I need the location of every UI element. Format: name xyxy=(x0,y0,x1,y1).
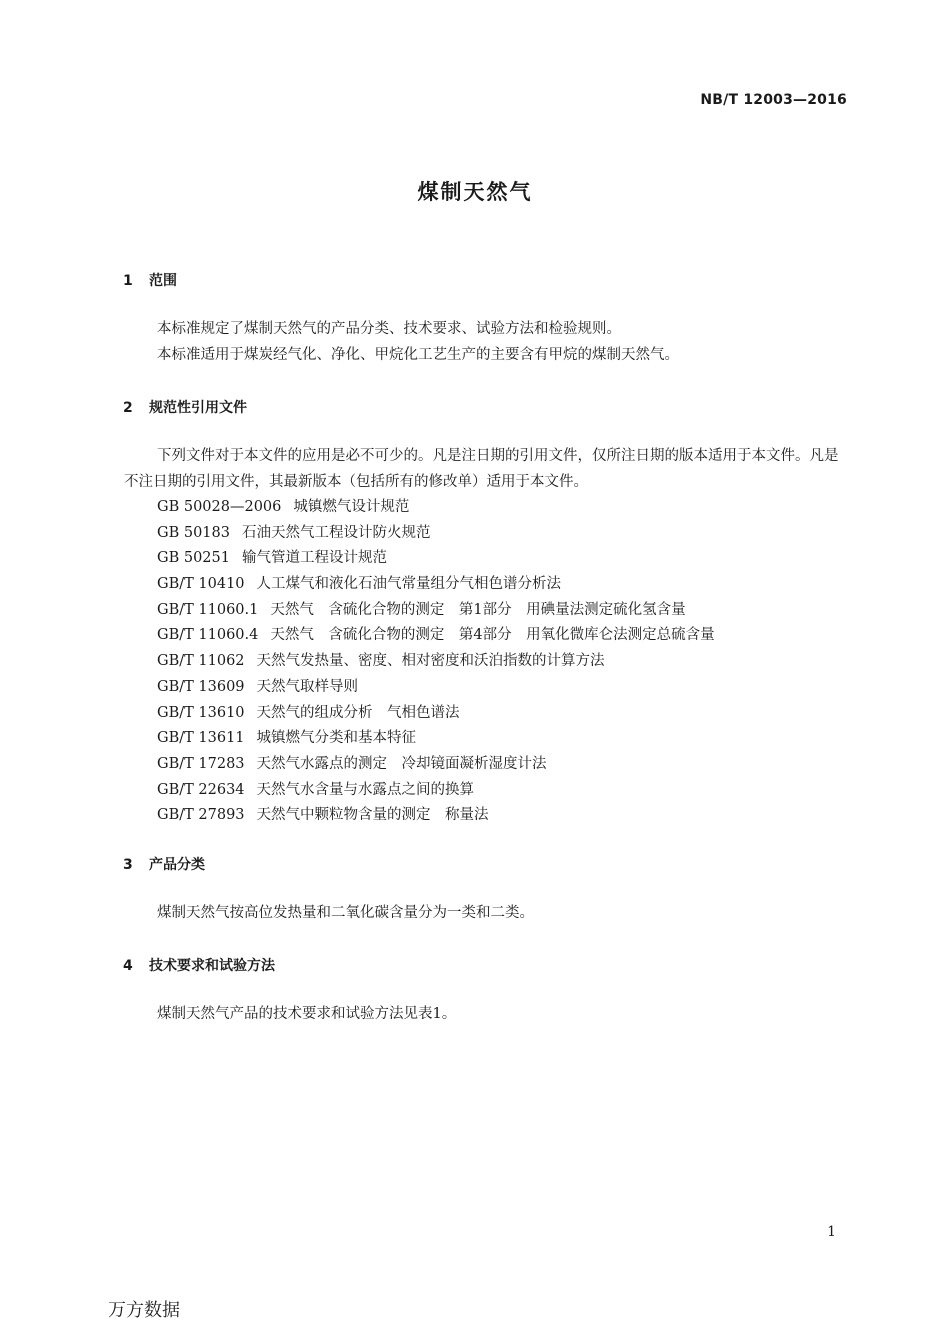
reference-item xyxy=(157,778,715,804)
reference-item xyxy=(157,495,715,521)
reference-code: GB/T 11060.1 xyxy=(157,601,259,618)
reference-title: 天然气水露点的测定 冷却镜面凝析湿度计法 xyxy=(256,755,547,772)
reference-title: 城镇燃气设计规范 xyxy=(293,499,410,515)
reference-item xyxy=(157,726,715,752)
standard-code: NB/T 12003—2016 xyxy=(700,92,847,108)
reference-title: 天然气水含量与水露点之间的换算 xyxy=(256,781,475,798)
reference-item xyxy=(157,572,715,598)
reference-code: GB/T 11060.4 xyxy=(157,627,259,644)
reference-code: GB 50251 xyxy=(157,550,230,567)
reference-code: GB/T 17283 xyxy=(157,755,245,772)
section-title: 产品分类 xyxy=(149,857,205,873)
reference-code: GB/T 27893 xyxy=(157,807,245,824)
reference-item xyxy=(157,546,715,572)
reference-code: GB/T 11062 xyxy=(157,653,245,670)
reference-code: GB/T 22634 xyxy=(157,781,245,798)
section-4-paragraph-1: 煤制天然气产品的技术要求和试验方法见表1。 xyxy=(157,1006,457,1022)
section-1-paragraph-1: 本标准规定了煤制天然气的产品分类、技术要求、试验方法和检验规则。 xyxy=(157,321,621,337)
section-number: 2 xyxy=(123,400,133,416)
reference-title: 人工煤气和液化石油气常量组分气相色谱分析法 xyxy=(256,576,562,593)
reference-item xyxy=(157,752,715,778)
section-1-paragraph-2: 本标准适用于煤炭经气化、净化、甲烷化工艺生产的主要含有甲烷的煤制天然气。 xyxy=(157,347,679,363)
section-3-heading xyxy=(123,854,205,874)
reference-code: GB 50183 xyxy=(157,524,230,541)
reference-title: 天然气 含硫化合物的测定 第4部分 用氧化微库仑法测定总硫含量 xyxy=(270,627,715,644)
reference-code: GB/T 10410 xyxy=(157,576,245,593)
reference-title: 天然气发热量、密度、相对密度和沃泊指数的计算方法 xyxy=(256,653,605,670)
section-4-heading xyxy=(123,955,275,975)
reference-title: 输气管道工程设计规范 xyxy=(241,550,387,567)
section-number: 3 xyxy=(123,857,133,873)
reference-item xyxy=(157,649,715,675)
reference-title: 天然气中颗粒物含量的测定 称量法 xyxy=(256,807,489,824)
reference-title: 城镇燃气分类和基本特征 xyxy=(256,730,417,747)
reference-item xyxy=(157,598,715,624)
section-2-heading xyxy=(123,397,247,417)
reference-title: 天然气取样导则 xyxy=(256,678,359,695)
reference-item xyxy=(157,701,715,727)
section-title: 技术要求和试验方法 xyxy=(149,958,275,974)
reference-item xyxy=(157,803,715,829)
section-3-paragraph-1: 煤制天然气按高位发热量和二氧化碳含量分为一类和二类。 xyxy=(157,905,534,921)
section-title: 规范性引用文件 xyxy=(149,400,247,416)
reference-code: GB/T 13609 xyxy=(157,678,245,695)
section-1-heading xyxy=(123,270,177,290)
reference-code: GB 50028—2006 xyxy=(157,499,282,515)
section-title: 范围 xyxy=(149,273,177,289)
reference-item xyxy=(157,623,715,649)
reference-list xyxy=(157,495,715,829)
section-number: 1 xyxy=(123,273,133,289)
reference-item xyxy=(157,521,715,547)
reference-title: 天然气 含硫化合物的测定 第1部分 用碘量法测定硫化氢含量 xyxy=(270,601,686,618)
reference-title: 石油天然气工程设计防火规范 xyxy=(241,524,431,541)
reference-title: 天然气的组成分析 气相色谱法 xyxy=(256,704,460,721)
section-number: 4 xyxy=(123,958,133,974)
document-title: 煤制天然气 xyxy=(417,180,533,204)
footer-brand-watermark: 万方数据 xyxy=(108,1300,180,1321)
reference-code: GB/T 13611 xyxy=(157,730,245,747)
reference-code: GB/T 13610 xyxy=(157,704,245,721)
page-number: 1 xyxy=(827,1224,836,1240)
section-2-paragraph-1: 下列文件对于本文件的应用是必不可少的。凡是注日期的引用文件，仅所注日期的版本适用于本文件。凡是不注日期的引用文件，其最新版本（包括所有的修改单）适用于本文件。 xyxy=(124,448,839,490)
reference-item xyxy=(157,675,715,701)
